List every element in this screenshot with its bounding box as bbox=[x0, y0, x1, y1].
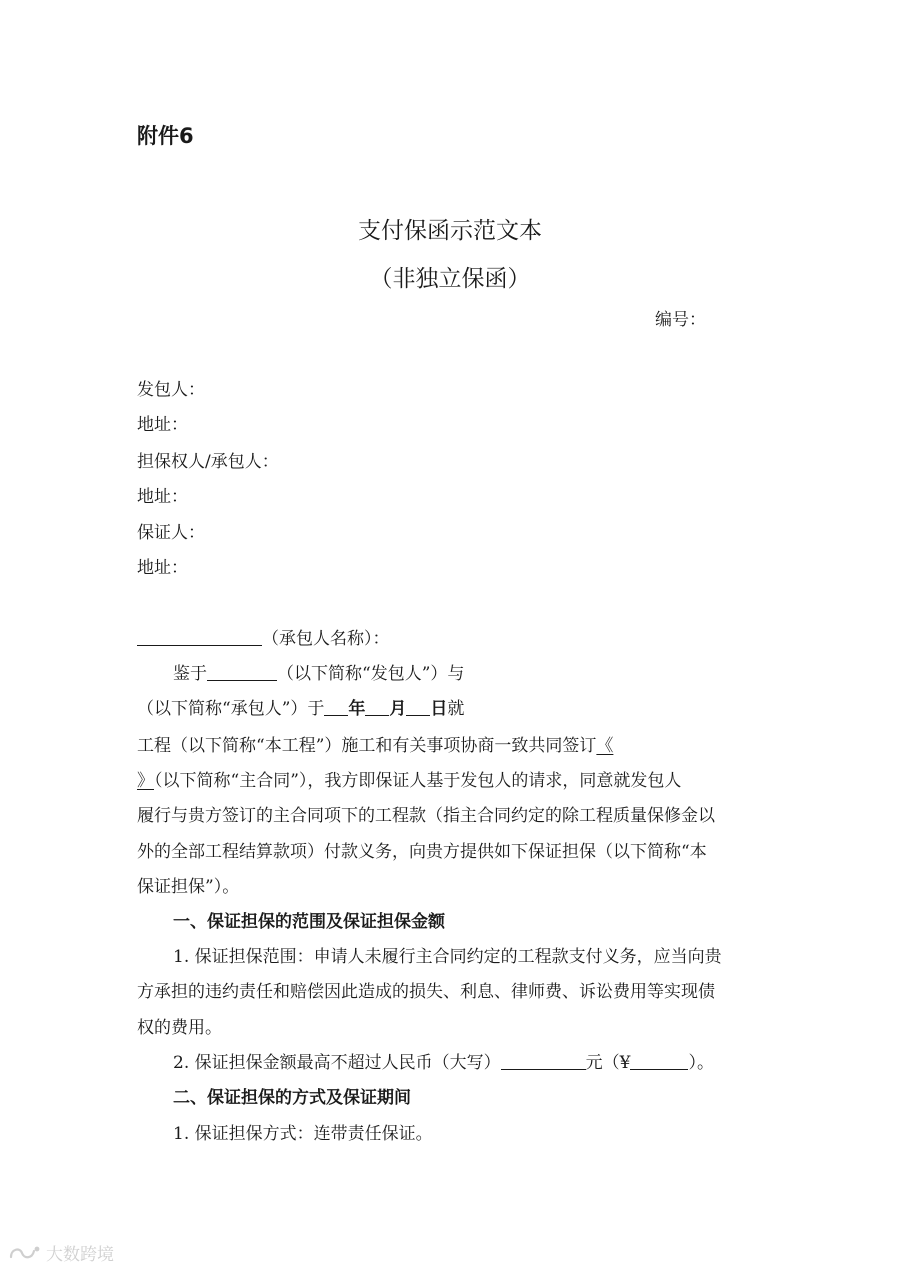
regarding-text: 就 bbox=[447, 699, 465, 719]
amount-figures-blank bbox=[630, 1051, 688, 1070]
watermark-text: 大数跨境 bbox=[46, 1245, 114, 1265]
employer-alias-text: （以下简称“发包人”）与 bbox=[277, 664, 465, 684]
party-contractor-label: 担保权人/承包人： bbox=[137, 452, 279, 472]
party-guarantor-label: 保证人： bbox=[137, 523, 205, 543]
watermark bbox=[8, 1240, 114, 1265]
section-2-heading: 二、保证担保的方式及保证期间 bbox=[173, 1088, 411, 1108]
paragraph-line-1 bbox=[173, 659, 464, 684]
section-1-item-1-line-2: 方承担的违约责任和赔偿因此造成的损失、利息、律师费、诉讼费用等实现债 bbox=[137, 982, 715, 1002]
addressee-line bbox=[137, 624, 390, 649]
addressee-suffix: （承包人名称）： bbox=[262, 629, 390, 649]
paragraph-line-5: 履行与贵方签订的主合同项下的工程款（指主合同约定的除工程质量保修金以 bbox=[137, 806, 715, 826]
employer-blank bbox=[207, 662, 277, 681]
contract-title-open: 《 bbox=[596, 736, 614, 756]
month-blank bbox=[365, 697, 389, 716]
amount-close-text: ）。 bbox=[688, 1053, 714, 1073]
watermark-logo-icon bbox=[8, 1243, 42, 1263]
day-label: 日 bbox=[430, 699, 448, 719]
party-contractor-address-label: 地址： bbox=[137, 487, 188, 507]
document-title: 支付保函示范文本 bbox=[358, 218, 542, 244]
paragraph-line-2 bbox=[137, 694, 464, 719]
section-1-item-1-line-3: 权的费用。 bbox=[137, 1018, 222, 1038]
paragraph-line-3 bbox=[137, 731, 613, 756]
contractor-name-blank bbox=[137, 627, 262, 646]
section-1-heading: 一、保证担保的范围及保证担保金额 bbox=[173, 912, 445, 932]
party-employer-label: 发包人： bbox=[137, 380, 205, 400]
amount-yuan-text: 元（¥ bbox=[585, 1053, 631, 1073]
party-guarantor-address-label: 地址： bbox=[137, 558, 188, 578]
amount-words-blank bbox=[501, 1051, 586, 1070]
section-1-item-2 bbox=[173, 1048, 714, 1073]
paragraph-line-4 bbox=[137, 766, 681, 791]
whereas-text: 鉴于 bbox=[173, 664, 207, 684]
contract-title-close: 》 bbox=[137, 771, 154, 791]
day-blank bbox=[406, 697, 430, 716]
section-2-item-1: 1. 保证担保方式：连带责任保证。 bbox=[173, 1124, 433, 1144]
serial-number-label: 编号： bbox=[655, 310, 706, 330]
contractor-alias-text: （以下简称“承包人”）于 bbox=[137, 699, 325, 719]
month-label: 月 bbox=[389, 699, 407, 719]
amount-text: 2. 保证担保金额最高不超过人民币（大写） bbox=[173, 1053, 501, 1073]
main-contract-text: （以下简称“主合同”），我方即保证人基于发包人的请求，同意就发包人 bbox=[154, 771, 682, 791]
paragraph-line-7: 保证担保”）。 bbox=[137, 877, 240, 897]
section-1-item-1-line-1: 1. 保证担保范围：申请人未履行主合同约定的工程款支付义务，应当向贵 bbox=[173, 947, 722, 967]
party-employer-address-label: 地址： bbox=[137, 415, 188, 435]
attachment-label: 附件6 bbox=[137, 124, 194, 148]
paragraph-line-6: 外的全部工程结算款项）付款义务，向贵方提供如下保证担保（以下简称“本 bbox=[137, 842, 707, 862]
document-subtitle: （非独立保函） bbox=[369, 266, 531, 292]
year-label: 年 bbox=[348, 699, 366, 719]
project-text: 工程（以下简称“本工程”）施工和有关事项协商一致共同签订 bbox=[137, 736, 597, 756]
year-blank bbox=[324, 697, 348, 716]
